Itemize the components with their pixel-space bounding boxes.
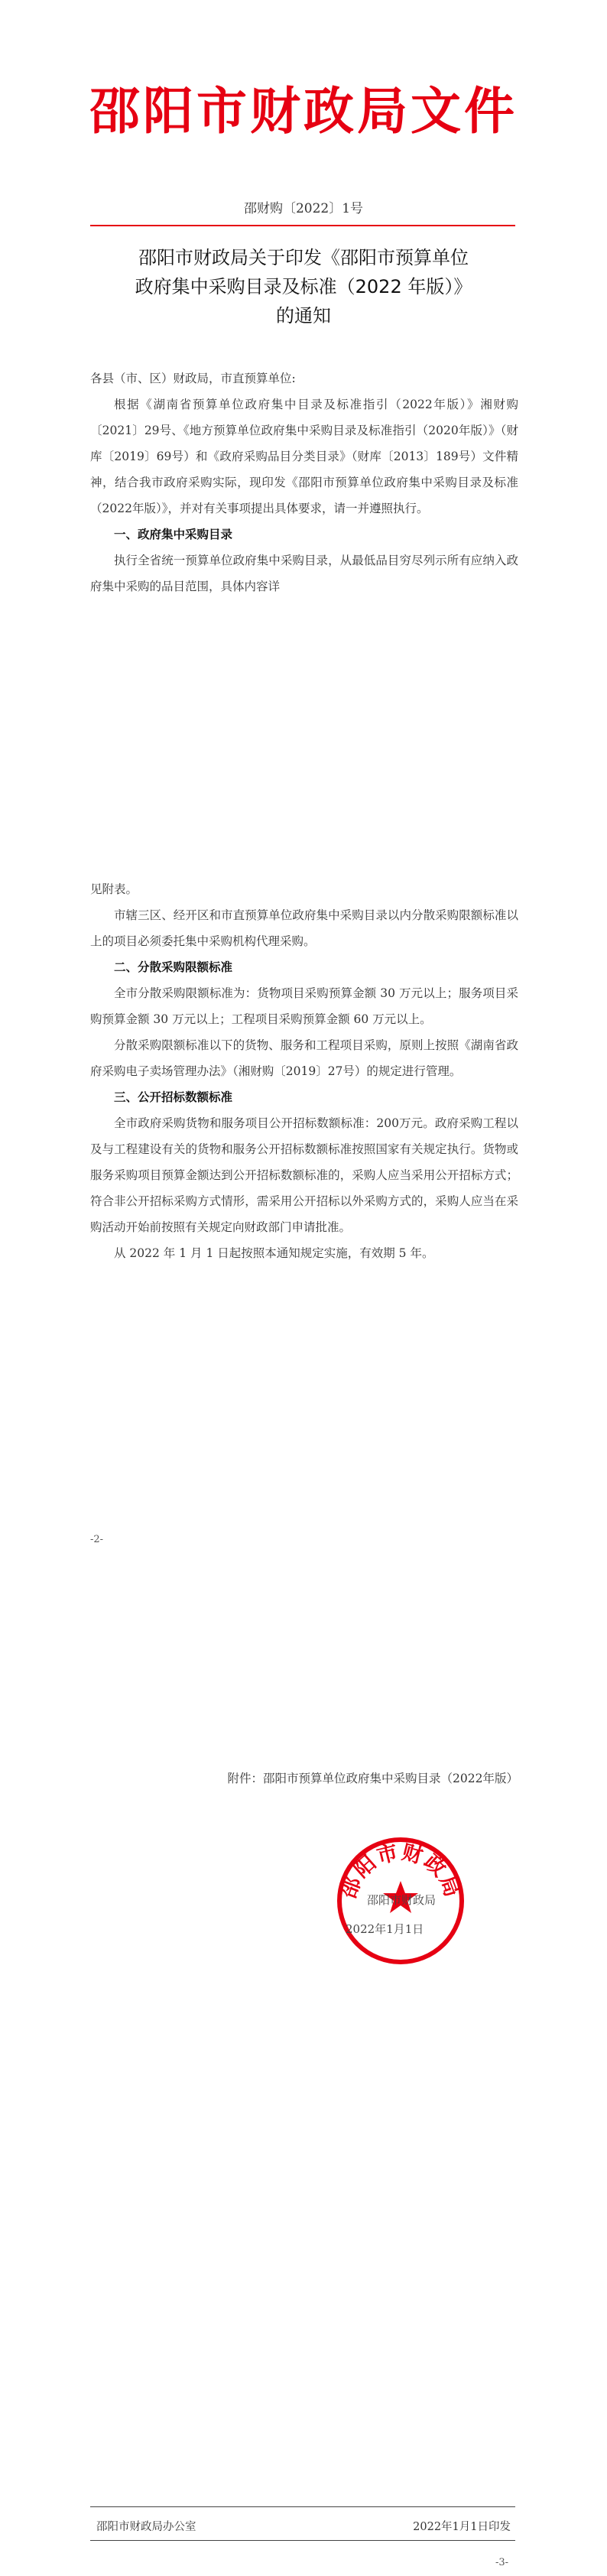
- signing-date: 2022年1月1日: [346, 1922, 424, 1936]
- salutation: 各县（市、区）财政局，市直预算单位:: [90, 372, 296, 385]
- body-block-2: [90, 876, 518, 1266]
- footer-issue-date: 2022年1月1日印发: [413, 2521, 511, 2533]
- section-1-paragraph-2: 市辖三区、经开区和市直预算单位政府集中采购目录以内分散采购限额标准以上的项目必须委托集中采购机构代理采购。: [90, 908, 518, 948]
- closing-paragraph: 从 2022 年 1 月 1 日起按照本通知规定实施，有效期 5 年。: [114, 1246, 434, 1260]
- title-line-3: 的通知: [276, 305, 331, 326]
- footer-top-rule: [90, 2506, 515, 2507]
- title-line-1: 邵阳市财政局关于印发《邵阳市预算单位: [138, 247, 469, 268]
- section-3-heading: 三、公开招标数额标准: [114, 1090, 233, 1104]
- title-line-2: 政府集中采购目录及标准（2022 年版）》: [135, 276, 472, 297]
- intro-paragraph: 根据《湖南省预算单位政府集中目录及标准指引（2022年版）》湘财购〔2021〕29号、《地方预算单位政府集中采购目录及标准指引（2020年版）》（财库〔2019〕69号）和《政府采购品目分类目录》（财库〔2013〕189号）文件精神，结合我市政府采购实际，现印发《邵阳市预算单位政府集中采购目录及标准（2022年版）》，并对有关事项提出具体要求，请一并遵照执行。: [90, 398, 518, 515]
- footer-bottom-rule: [90, 2540, 515, 2541]
- section-2-paragraph-2: 分散采购限额标准以下的货物、服务和工程项目采购，原则上按照《湖南省政府采购电子卖场管理办法》（湘财购〔2019〕27号）的规定进行管理。: [90, 1038, 518, 1078]
- section-3-paragraph-1: 全市政府采购货物和服务项目公开招标数额标准：200万元。政府采购工程以及与工程建设有关的货物和服务公开招标数额标准按照国家有关规定执行。货物或服务采购项目预算金额达到公开招标数额标准的，采购人应当采用公开招标方式；符合非公开招标采购方式情形，需采用公开招标以外采购方式的，采购人应当在采购活动开始前按照有关规定向财政部门申请批准。: [90, 1116, 518, 1234]
- attachment-note: 附件：邵阳市预算单位政府集中采购目录（2022年版）: [227, 1772, 518, 1785]
- body-block-1: [90, 365, 518, 599]
- section-2-heading: 二、分散采购限额标准: [114, 960, 233, 974]
- section-1-paragraph-1: 执行全省统一预算单位政府集中采购目录，从最低品目穷尽列示所有应纳入政府集中采购的品目范围，具体内容详: [90, 554, 518, 593]
- section-1-paragraph-1-continued: 见附表。: [90, 882, 138, 896]
- seal-text: 邵阳市财政局: [336, 1840, 465, 1902]
- page-number-3: -3-: [495, 2557, 509, 2568]
- page-number-2: -2-: [90, 1534, 104, 1545]
- footer-issuer: 邵阳市财政局办公室: [96, 2521, 196, 2533]
- section-2-paragraph-1: 全市分散采购限额标准为：货物项目采购预算金额 30 万元以上；服务项目采购预算金额 30 万元以上；工程项目采购预算金额 60 万元以上。: [90, 986, 518, 1026]
- red-divider: [90, 225, 515, 226]
- document-number: 邵财购〔2022〕1号: [243, 201, 364, 216]
- masthead: 邵阳市财政局文件: [89, 82, 518, 141]
- section-1-heading: 一、政府集中采购目录: [114, 528, 233, 541]
- notice-title: [0, 243, 607, 330]
- signing-organization: 邵阳市财政局: [367, 1893, 437, 1907]
